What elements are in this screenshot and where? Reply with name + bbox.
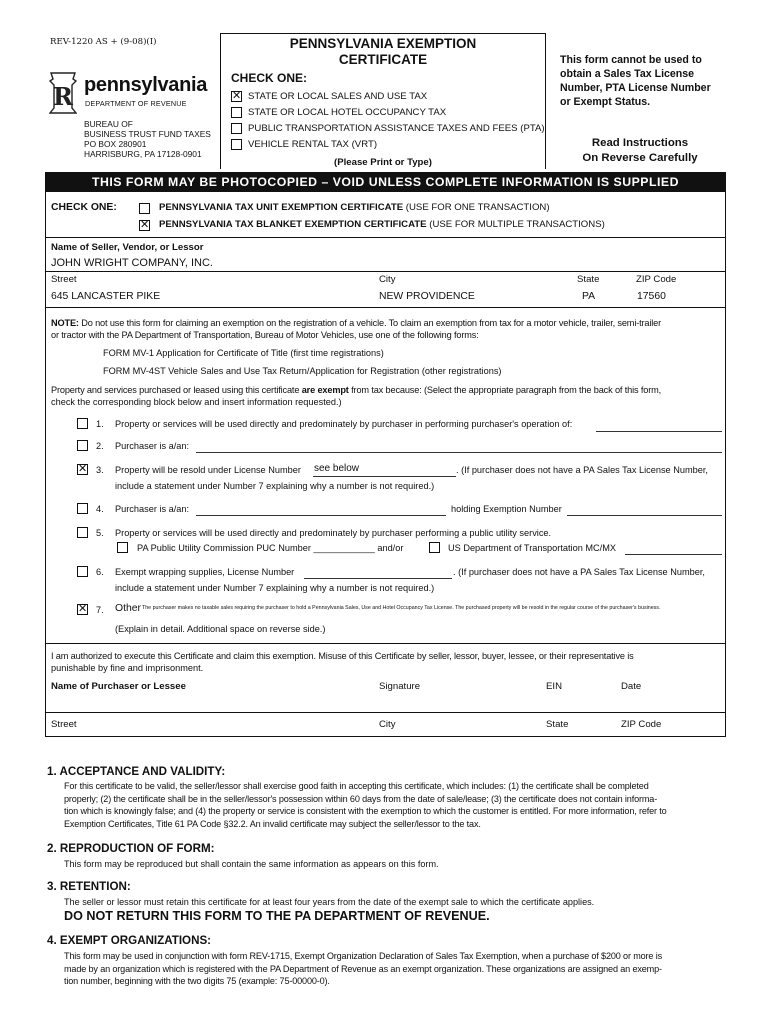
reason-6-checkbox[interactable]: [77, 566, 88, 577]
tax-option-label: VEHICLE RENTAL TAX (VRT): [248, 139, 378, 150]
vehicle-note: [51, 317, 661, 329]
reason-7-text: Other: [115, 603, 141, 614]
form-mv1: FORM MV-1 Application for Certificate of Title (first time registrations): [103, 348, 384, 358]
instruction-heading: 2. REPRODUCTION OF FORM:: [47, 842, 215, 855]
seller-zip-label: ZIP Code: [636, 274, 677, 285]
header-top-rule: [220, 33, 545, 34]
seller-street-label: Street: [51, 274, 77, 285]
purchaser-zip-label: ZIP Code: [621, 719, 662, 730]
blanket-certificate-checkbox[interactable]: [139, 220, 150, 231]
reason-1-checkbox[interactable]: [77, 418, 88, 429]
instruction-heading: 1. ACCEPTANCE AND VALIDITY:: [47, 765, 226, 778]
instruction-heading: 3. RETENTION:: [47, 880, 131, 893]
cert-type-usage: (USE FOR MULTIPLE TRANSACTIONS): [426, 219, 605, 230]
instruction-line: Exemption Certificates, Title 61 PA Code §32.2. An invalid certificate may subject the seller/lessor to the tax.: [64, 818, 481, 829]
vehicle-note-line2: or tractor with the PA Department of Transportation, Bureau of Motor Vehicles, use one of the following forms:: [51, 330, 479, 340]
instruction-line: properly; (2) the certificate shall be in the seller/lessor's possession within 60 days from the date of sale/lease; (3) the certificate does not contain informa-: [64, 793, 658, 804]
other-explanation-value[interactable]: The purchaser makes no taxable sales requiring the purchaser to hold a Pennsylvania Sales, Use and Hotel Occupancy Tax License. The purchased property will be resold in the regular course of the purchaser's business.: [142, 605, 661, 611]
logo-wordmark: pennsylvania: [84, 74, 208, 96]
print-note: (Please Print or Type): [334, 157, 432, 168]
reason-4-text: Purchaser is a/an:: [115, 504, 190, 514]
section-rule: [45, 271, 726, 272]
tax-option-checkbox[interactable]: [231, 139, 242, 150]
ein-label: EIN: [546, 681, 562, 692]
instruction-body: [64, 950, 724, 988]
reason-6-text: Exempt wrapping supplies, License Number: [115, 567, 295, 577]
header-divider: [545, 33, 546, 169]
instruction-line: This form may be used in conjunction with form REV-1715, Exempt Organization Declaration of Sales Tax Exemption, when a purchase of $200 or more is: [64, 951, 662, 961]
instruction-line: made by an organization which is registered with the PA Department of Revenue as an exempt organization. These organizations are assigned an exemp-: [64, 963, 662, 974]
reason-number: 2.: [96, 441, 104, 451]
bureau-line: PO BOX 280901: [84, 139, 147, 149]
usdot-field[interactable]: [625, 554, 722, 555]
exemption-number-field[interactable]: [567, 515, 722, 516]
reason-4-checkbox[interactable]: [77, 503, 88, 514]
tax-option-checkbox[interactable]: [231, 123, 242, 134]
authorization-statement-line2: punishable by fine and imprisonment.: [51, 663, 204, 673]
title-line: PENNSYLVANIA EXEMPTION: [289, 36, 477, 51]
read-line: On Reverse Carefully: [582, 152, 698, 164]
reason-number: 7.: [96, 605, 104, 615]
bureau-address: [84, 119, 211, 159]
reason-5-text: Property or services will be used directly and predominately by purchaser performing a public utility service.: [115, 528, 552, 538]
note-label: NOTE:: [51, 318, 79, 328]
cert-type-option: [159, 219, 605, 231]
instruction-line: tion which is knowingly false; and (4) the property or service is consistent with the exemption to which the customer is entitled. For more information, refer to: [64, 806, 667, 816]
wrapping-license-field[interactable]: [304, 578, 452, 579]
instruction-heading: 4. EXEMPT ORGANIZATIONS:: [47, 934, 212, 947]
exempt-intro-line2: check the corresponding block below and insert information requested.): [51, 397, 342, 407]
intro-text: Property and services purchased or leased using this certificate: [51, 385, 302, 395]
read-line: Read Instructions: [591, 137, 689, 149]
reason-2-checkbox[interactable]: [77, 440, 88, 451]
seller-street-value[interactable]: 645 LANCASTER PIKE: [51, 291, 161, 302]
intro-emphasis: are exempt: [301, 385, 349, 395]
notice-box: This form cannot be used to obtain a Sales Tax License Number, PTA License Number or Exempt Status.: [560, 54, 711, 108]
reason-number: 4.: [96, 504, 104, 514]
tax-option-label: STATE OR LOCAL HOTEL OCCUPANCY TAX: [248, 107, 447, 118]
section-rule: [45, 712, 726, 713]
bureau-line: BUSINESS TRUST FUND TAXES: [84, 129, 211, 139]
date-label: Date: [621, 681, 642, 692]
keystone-logo-icon: [49, 72, 77, 114]
instruction-line: This form may be reproduced but shall contain the same information as appears on this form.: [64, 859, 439, 869]
intro-text: from tax because: (Select the appropriate paragraph from the back of this form,: [348, 385, 662, 395]
reason-5-checkbox[interactable]: [77, 527, 88, 538]
reason-2-text: Purchaser is a/an:: [115, 441, 190, 451]
instruction-line: For this certificate to be valid, the seller/lessor shall exercise good faith in accepting this certificate, which includes: (1) the certificate shall be completed: [64, 781, 649, 791]
form-title: [221, 36, 545, 68]
puc-checkbox[interactable]: [117, 542, 128, 553]
instruction-line: The seller or lessor must retain this certificate for at least four years from the date of the exempt sale to which the certificate applies.: [64, 897, 595, 907]
note-text: Do not use this form for claiming an exemption on the registration of a vehicle. To claim an exemption from tax for a motor vehicle, trailer, semi-trailer: [78, 318, 662, 328]
usdot-label: US Department of Transportation MC/MX: [448, 543, 616, 553]
title-line: CERTIFICATE: [338, 52, 428, 67]
reason-2-field[interactable]: [196, 452, 722, 453]
reason-number: 3.: [96, 465, 104, 475]
reason-number: 6.: [96, 567, 104, 577]
photocopy-banner: THIS FORM MAY BE PHOTOCOPIED – VOID UNLESS COMPLETE INFORMATION IS SUPPLIED: [45, 172, 726, 192]
reason-7-line2: (Explain in detail. Additional space on reverse side.): [115, 624, 326, 634]
instruction-line: tion number, beginning with the two digits 75 (example: 75-00000-0).: [64, 976, 330, 986]
seller-zip-value[interactable]: 17560: [637, 291, 666, 302]
puc-label: PA Public Utility Commission PUC Number ____________ and/or: [137, 543, 404, 553]
reason-6-after: . (If purchaser does not have a PA Sales Tax License Number,: [453, 567, 705, 577]
reason-1-field[interactable]: [596, 431, 722, 432]
section-rule: [45, 643, 726, 644]
reason-3-line2: include a statement under Number 7 explaining why a number is not required.): [115, 481, 435, 491]
instruction-body: [64, 780, 724, 830]
cert-type-label: CHECK ONE:: [51, 202, 117, 213]
read-instructions: [560, 136, 720, 166]
seller-state-value[interactable]: PA: [582, 291, 596, 302]
purchaser-street-label: Street: [51, 719, 77, 730]
svg-text:R: R: [53, 82, 73, 111]
reason-4-purchaser-field[interactable]: [196, 515, 446, 516]
cert-type-option: [159, 202, 550, 214]
resale-license-value[interactable]: see below: [314, 463, 360, 474]
purchaser-city-label: City: [379, 719, 396, 730]
exempt-intro: [51, 384, 661, 396]
reason-number: 1.: [96, 419, 104, 429]
signature-label: Signature: [379, 681, 421, 692]
logo-department: DEPARTMENT OF REVENUE: [85, 99, 187, 108]
seller-name-label: Name of Seller, Vendor, or Lessor: [51, 242, 204, 253]
tax-check-one-label: CHECK ONE:: [231, 71, 308, 85]
usdot-checkbox[interactable]: [429, 542, 440, 553]
cert-type-name: PENNSYLVANIA TAX BLANKET EXEMPTION CERTIFICATE: [159, 219, 427, 230]
tax-option-label: PUBLIC TRANSPORTATION ASSISTANCE TAXES AND FEES (PTA): [248, 123, 545, 134]
reason-3-text: Property will be resold under License Number: [115, 465, 301, 475]
tax-option-checkbox[interactable]: [231, 107, 242, 118]
bureau-line: BUREAU OF: [84, 119, 133, 129]
tax-option-label: STATE OR LOCAL SALES AND USE TAX: [248, 91, 428, 102]
cert-type-name: PENNSYLVANIA TAX UNIT EXEMPTION CERTIFICATE: [159, 202, 404, 213]
do-not-return-notice: DO NOT RETURN THIS FORM TO THE PA DEPARTMENT OF REVENUE.: [64, 909, 490, 923]
seller-city-value[interactable]: NEW PROVIDENCE: [379, 291, 475, 302]
reason-6-line2: include a statement under Number 7 explaining why a number is not required.): [115, 583, 435, 593]
unit-certificate-checkbox[interactable]: [139, 203, 150, 214]
reason-3-checkbox[interactable]: [77, 464, 88, 475]
reason-3-after: . (If purchaser does not have a PA Sales Tax License Number,: [456, 465, 708, 475]
reason-number: 5.: [96, 528, 104, 538]
seller-city-label: City: [379, 274, 396, 285]
reason-1-text: Property or services will be used directly and predominately by purchaser in performing purchaser's operation of:: [115, 419, 573, 429]
form-mv4st: FORM MV-4ST Vehicle Sales and Use Tax Return/Application for Registration (other registrations): [103, 366, 502, 376]
tax-option-checkbox[interactable]: [231, 91, 242, 102]
form-number: REV-1220 AS + (9-08)(I): [50, 37, 157, 47]
authorization-statement: I am authorized to execute this Certificate and claim this exemption. Misuse of this Certificate by seller, lessor, buyer, lessee, or their representative is: [51, 651, 634, 661]
bureau-line: HARRISBURG, PA 17128-0901: [84, 149, 202, 159]
section-rule: [45, 307, 726, 308]
section-rule: [45, 237, 726, 238]
purchaser-name-label: Name of Purchaser or Lessee: [51, 681, 186, 692]
cert-type-usage: (USE FOR ONE TRANSACTION): [403, 202, 550, 213]
seller-state-label: State: [577, 274, 600, 285]
seller-name-value[interactable]: JOHN WRIGHT COMPANY, INC.: [51, 257, 213, 269]
reason-4-after: holding Exemption Number: [451, 504, 562, 514]
reason-7-checkbox[interactable]: [77, 604, 88, 615]
resale-license-field[interactable]: [313, 476, 456, 477]
purchaser-state-label: State: [546, 719, 569, 730]
